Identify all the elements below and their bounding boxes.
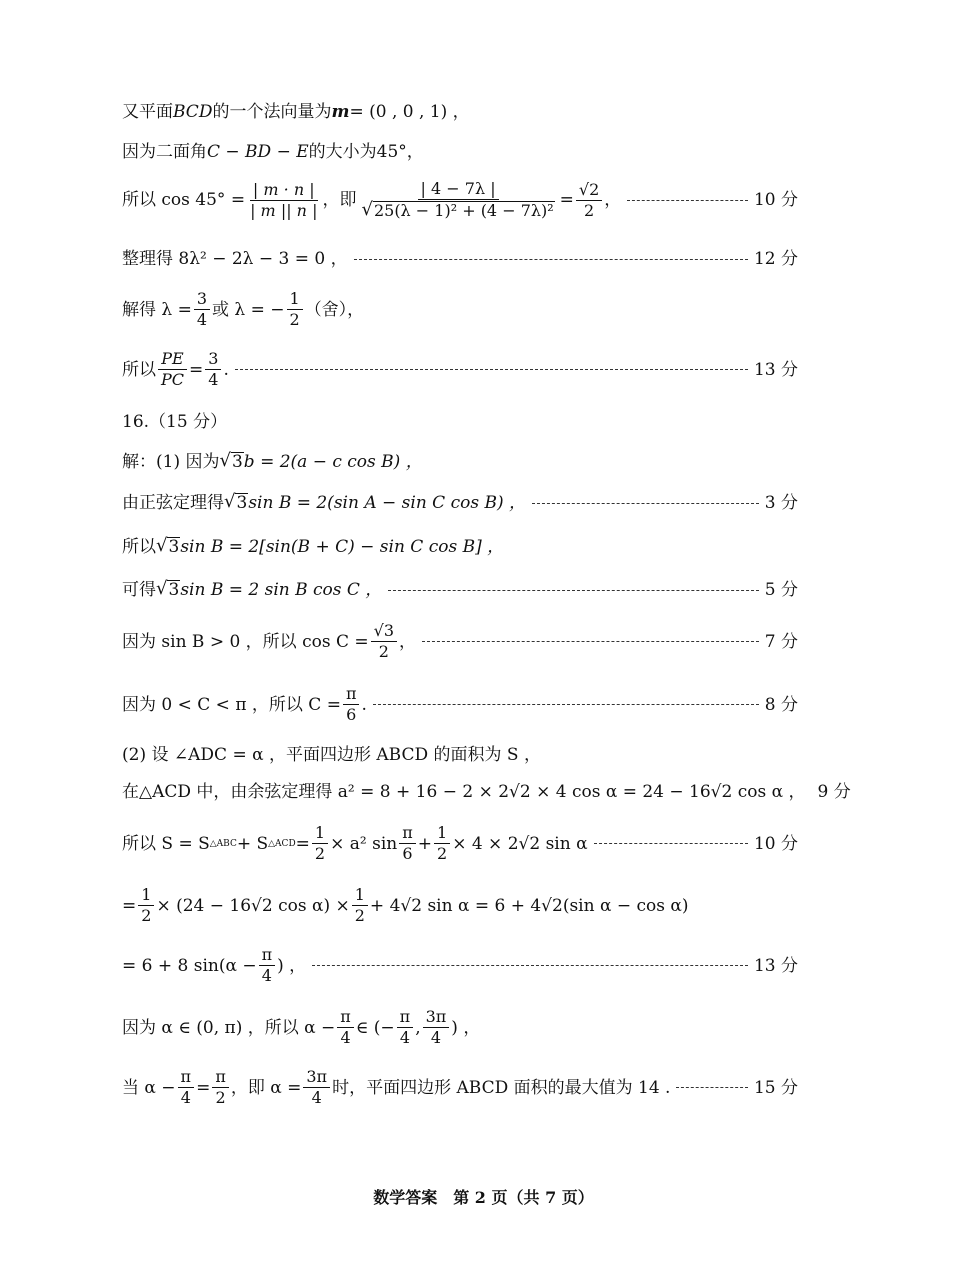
score: 10 分	[753, 833, 798, 854]
fraction	[343, 685, 360, 725]
sqrt	[224, 493, 248, 514]
text: ∈ (−	[355, 1017, 395, 1038]
numerator: 1	[352, 886, 368, 906]
numerator: 1	[312, 824, 328, 844]
page-footer: 数学答案 第 2 页（共 7 页）	[373, 1188, 594, 1207]
text: × (24 − 16√2 cos α) ×	[156, 895, 350, 916]
line-area-simplify	[122, 886, 798, 926]
numerator: | m · n |	[250, 181, 318, 201]
text: =	[196, 1077, 211, 1098]
radicand: 3	[236, 493, 248, 513]
dotted-leader	[532, 503, 759, 504]
score: 13 分	[753, 955, 798, 976]
text: = 6 + 8 sin(α −	[122, 955, 257, 976]
text: +	[417, 833, 432, 854]
math: sin B = 2[sin(B + C) − sin C cos B] ，	[180, 536, 505, 557]
radical-sign: √	[219, 450, 231, 471]
radical-sign: √	[361, 199, 373, 221]
sqrt	[156, 537, 180, 558]
fraction	[178, 1068, 195, 1108]
text: .	[361, 694, 367, 715]
text: ，	[604, 190, 622, 211]
numerator: π	[343, 685, 360, 705]
text: 所以	[122, 536, 156, 557]
numerator: 1	[287, 290, 303, 310]
dotted-leader	[627, 200, 748, 201]
text: 解：(1) 因为	[122, 451, 220, 472]
text: =	[122, 895, 137, 916]
denominator: 4	[311, 1088, 322, 1108]
line-cosC	[122, 622, 798, 662]
denominator: 6	[346, 705, 357, 725]
denominator: 6	[402, 844, 413, 864]
denominator: 2	[314, 844, 326, 864]
text: + S	[236, 833, 269, 854]
line-given	[122, 452, 798, 473]
fraction	[205, 350, 221, 390]
math: sin B = 2 sin B cos C ，	[180, 579, 383, 600]
math: m	[331, 102, 350, 122]
line-equation	[122, 250, 798, 269]
text: ) ，	[451, 1017, 481, 1038]
fraction	[337, 1008, 354, 1048]
sqrt	[219, 452, 243, 473]
fraction	[423, 1008, 450, 1048]
text: 因为 α ∈ (0, π) ，所以 α −	[122, 1017, 336, 1038]
radicand: 25(λ − 1)² + (4 − 7λ)²	[373, 201, 554, 221]
text: 时，平面四边形 ABCD 面积的最大值为 14 .	[332, 1077, 671, 1098]
dotted-leader	[388, 590, 758, 591]
score: 9 分	[817, 782, 851, 802]
numerator: 3	[205, 350, 221, 370]
line-substitute	[122, 537, 798, 558]
line-normal-vector	[122, 103, 798, 122]
fraction	[138, 886, 154, 926]
score: 3 分	[764, 492, 798, 513]
numerator: π	[178, 1068, 195, 1088]
denominator: | m || n |	[250, 200, 318, 220]
denominator: 2	[215, 1088, 226, 1108]
radicand: 3	[168, 580, 180, 600]
denominator: 2	[378, 642, 389, 662]
text: × 4 × 2√2 sin α	[452, 833, 588, 854]
numerator: 3	[194, 290, 210, 310]
line-area-expression: 所以 S = S △ABC + S △ACD = $\frac{1}{2}$ × a² sin $\frac{\pi}{6}$ + $\frac{1}{2}$ × 4 × 2√2 sin α 10 分	[122, 823, 798, 864]
text: 16.（15 分）	[122, 412, 228, 432]
score: 8 分	[764, 694, 798, 715]
radicand: 3	[168, 537, 180, 557]
text: 因为二面角	[122, 142, 207, 162]
fraction	[576, 181, 602, 221]
text: .	[223, 359, 229, 380]
dotted-leader	[373, 704, 759, 705]
line-area-sine	[122, 946, 798, 986]
fraction	[352, 886, 368, 926]
line-solve-lambda	[122, 290, 798, 330]
fraction	[358, 180, 557, 221]
score: 15 分	[753, 1077, 798, 1098]
denominator: 2	[289, 310, 300, 330]
line-cos45	[122, 180, 798, 221]
line-max-area	[122, 1068, 798, 1108]
denominator: 4	[340, 1028, 351, 1048]
text: 当 α −	[122, 1077, 176, 1098]
fraction	[399, 824, 416, 864]
text: 的大小为45°，	[308, 142, 424, 162]
fraction	[247, 181, 320, 221]
text: =	[559, 190, 574, 211]
math: sin B = 2(sin A − sin C cos B) ，	[248, 492, 526, 513]
text: 整理得 8λ² − 2λ − 3 = 0 ，	[122, 249, 348, 269]
fraction	[371, 622, 397, 662]
numerator: π	[212, 1068, 229, 1088]
numerator: √2	[576, 181, 602, 201]
numerator: √3	[371, 622, 397, 642]
fraction	[194, 290, 210, 330]
fraction	[259, 946, 276, 986]
fraction	[312, 824, 328, 864]
text: ，即	[322, 190, 357, 211]
line-cosine-law	[122, 782, 851, 802]
score: 12 分	[753, 249, 798, 269]
text: 所以 S = S	[122, 833, 210, 854]
denominator: 4	[208, 370, 219, 390]
dotted-leader	[676, 1087, 748, 1088]
radicand: 3	[231, 452, 243, 472]
numerator: | 4 − 7λ |	[418, 180, 499, 200]
text: 可得	[122, 579, 156, 600]
denominator: 4	[180, 1088, 191, 1108]
radical-sign: √	[156, 535, 168, 556]
text: 的一个法向量为	[212, 102, 332, 122]
denominator: 2	[437, 844, 448, 864]
dotted-leader	[594, 843, 748, 844]
fraction	[303, 1068, 330, 1108]
radical-sign: √	[224, 491, 236, 512]
problem-16-heading	[122, 413, 798, 432]
line-dihedral-angle	[122, 143, 798, 162]
numerator: π	[397, 1008, 414, 1028]
math: C − BD − E	[207, 142, 309, 162]
dotted-leader	[422, 641, 759, 642]
text: 由正弦定理得	[122, 492, 224, 513]
text: 或 λ = −	[212, 299, 285, 320]
text: 因为 0 < C < π ，所以 C =	[122, 694, 341, 715]
line-angleC	[122, 685, 798, 725]
math: b = 2(a − c cos B) ，	[243, 451, 423, 472]
dotted-leader	[312, 965, 748, 966]
text: =	[189, 359, 204, 380]
text: 所以 cos 45° =	[122, 190, 246, 211]
line-simplify	[122, 580, 798, 601]
numerator: π	[259, 946, 276, 966]
numerator: π	[337, 1008, 354, 1028]
sqrt	[156, 580, 180, 601]
line-sine-law	[122, 493, 798, 514]
score: 10 分	[753, 190, 798, 211]
sqrt	[361, 201, 554, 220]
text: = (0 , 0 , 1) ，	[349, 102, 470, 122]
fraction	[158, 350, 187, 390]
text: ，即 α =	[230, 1077, 302, 1098]
denominator: 2	[141, 906, 152, 926]
text: 又平面	[122, 102, 173, 122]
denominator: PC	[161, 370, 185, 390]
text: ，	[399, 631, 416, 652]
fraction	[397, 1008, 414, 1048]
numerator: 3π	[303, 1068, 330, 1088]
numerator: 1	[138, 886, 154, 906]
score: 5 分	[764, 579, 798, 600]
denominator: 2	[354, 906, 365, 926]
text: 解得 λ =	[122, 299, 192, 320]
dotted-leader	[354, 259, 748, 260]
text: × a² sin	[330, 833, 398, 854]
line-alpha-range	[122, 1008, 798, 1048]
fraction	[287, 290, 303, 330]
numerator: 1	[434, 824, 450, 844]
text: (2) 设 ∠ADC = α ，平面四边形 ABCD 的面积为 S ，	[122, 745, 541, 765]
text: + 4√2 sin α = 6 + 4√2(sin α − cos α)	[369, 895, 689, 916]
score: 7 分	[764, 631, 798, 652]
denominator: 2	[584, 200, 595, 220]
text: （舍），	[304, 299, 365, 320]
fraction	[212, 1068, 229, 1108]
text: 因为 sin B > 0 ，所以 cos C =	[122, 631, 369, 652]
text: 在△ACD 中，由余弦定理得 a² = 8 + 16 − 2 × 2√2 × 4 cos α = 24 − 16√2 cos α ，	[122, 782, 806, 802]
math: BCD	[173, 102, 213, 122]
numerator: 3π	[423, 1008, 450, 1028]
fraction	[434, 824, 450, 864]
numerator: π	[399, 824, 416, 844]
denominator: 4	[399, 1028, 411, 1048]
dotted-leader	[235, 369, 748, 370]
text: =	[295, 833, 310, 854]
denominator	[358, 200, 557, 220]
radical-sign: √	[156, 578, 168, 599]
score: 13 分	[753, 359, 798, 380]
text: ) ，	[277, 955, 307, 976]
line-part2-setup	[122, 746, 798, 765]
denominator: 4	[261, 966, 272, 986]
denominator: 4	[430, 1028, 442, 1048]
denominator: 4	[196, 310, 208, 330]
numerator: PE	[158, 350, 186, 370]
line-ratio	[122, 350, 798, 390]
text: 所以	[122, 359, 156, 380]
text: ,	[415, 1017, 421, 1038]
